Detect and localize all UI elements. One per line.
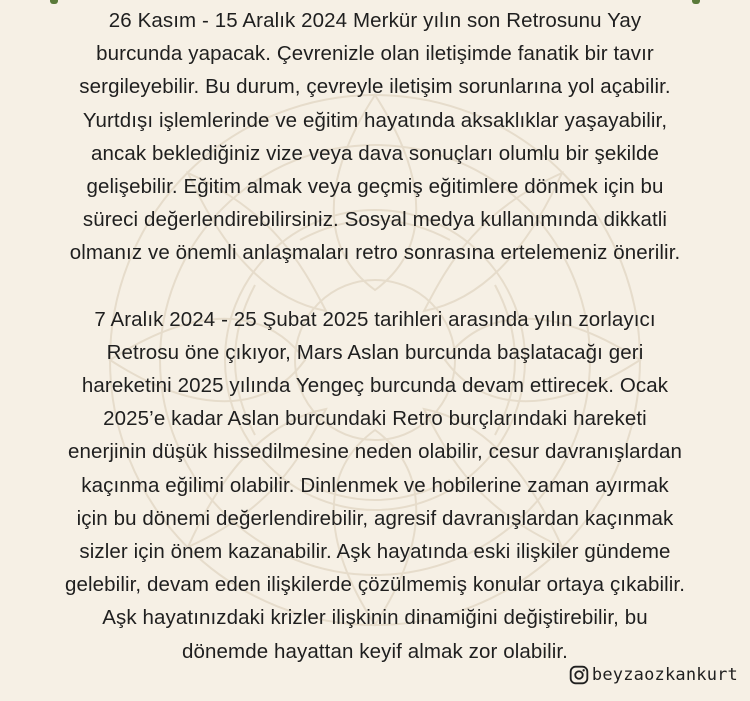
instagram-signature [569, 665, 738, 685]
paragraph-line: 7 Aralık 2024 - 25 Şubat 2025 tarihleri arasında yılın zorlayıcı [94, 307, 656, 331]
paragraph-line: Aşk hayatınızdaki krizler ilişkinin dinamiğini değiştirebilir, bu [102, 606, 648, 630]
paragraph-line: enerjinin düşük hissedilmesine neden olabilir, cesur davranışlardan [67, 440, 683, 464]
paragraph-line: hareketini 2025 yılında Yengeç burcunda devam ettirecek. Ocak [81, 374, 669, 398]
paragraph-line: 2025’e kadar Aslan burcundaki Retro burçlarındaki hareketi [103, 407, 647, 431]
paragraph-gap [0, 270, 750, 303]
instagram-icon [569, 665, 589, 685]
paragraph-line: burcunda yapacak. Çevrenizle olan iletişimde fanatik bir tavır [96, 42, 654, 66]
paragraph-line: gelişebilir. Eğitim almak veya geçmiş eğitimlere dönmek için bu [86, 175, 664, 199]
paragraph-line: süreci değerlendirebilirsiniz. Sosyal medya kullanımında dikkatli [82, 208, 668, 232]
paragraph-line: kaçınma eğilimi olabilir. Dinlenmek ve hobilerine zaman ayırmak [81, 473, 669, 497]
paragraph-line: ancak beklediğiniz vize veya dava sonuçları olumlu bir şekilde [91, 141, 659, 165]
paragraph-line: 26 Kasım - 15 Aralık 2024 Merkür yılın son Retrosunu Yay [108, 9, 642, 32]
paragraph-mars-retrograde [0, 303, 750, 668]
paragraph-line: Yurtdışı işlemlerinde ve eğitim hayatında aksaklıklar yaşayabilir, [82, 108, 668, 132]
paragraph-line: Retrosu öne çıkıyor, Mars Aslan burcunda başlatacağı geri [106, 340, 644, 364]
paragraph-line: için bu dönemi değerlendirebilir, agresif davranışlardan kaçınmak [76, 506, 674, 530]
paragraph-line: olmanız ve önemli anlaşmaları retro sonrasına ertelemeniz önerilir. [69, 241, 681, 265]
paragraph-line: sizler için önem kazanabilir. Aşk hayatında eski ilişkiler gündeme [79, 540, 671, 564]
instagram-handle: beyzaozkankurt [591, 665, 738, 685]
paragraph-mercury-retrograde [0, 4, 750, 270]
paragraph-line: dönemde hayattan keyif almak zor olabilir. [182, 639, 568, 663]
paragraph-line: gelebilir, devam eden ilişkilerde çözülmemiş konular ortaya çıkabilir. [65, 573, 685, 597]
paragraph-line: sergileyebilir. Bu durum, çevreyle iletişim sorunlarına yol açabilir. [79, 75, 671, 99]
